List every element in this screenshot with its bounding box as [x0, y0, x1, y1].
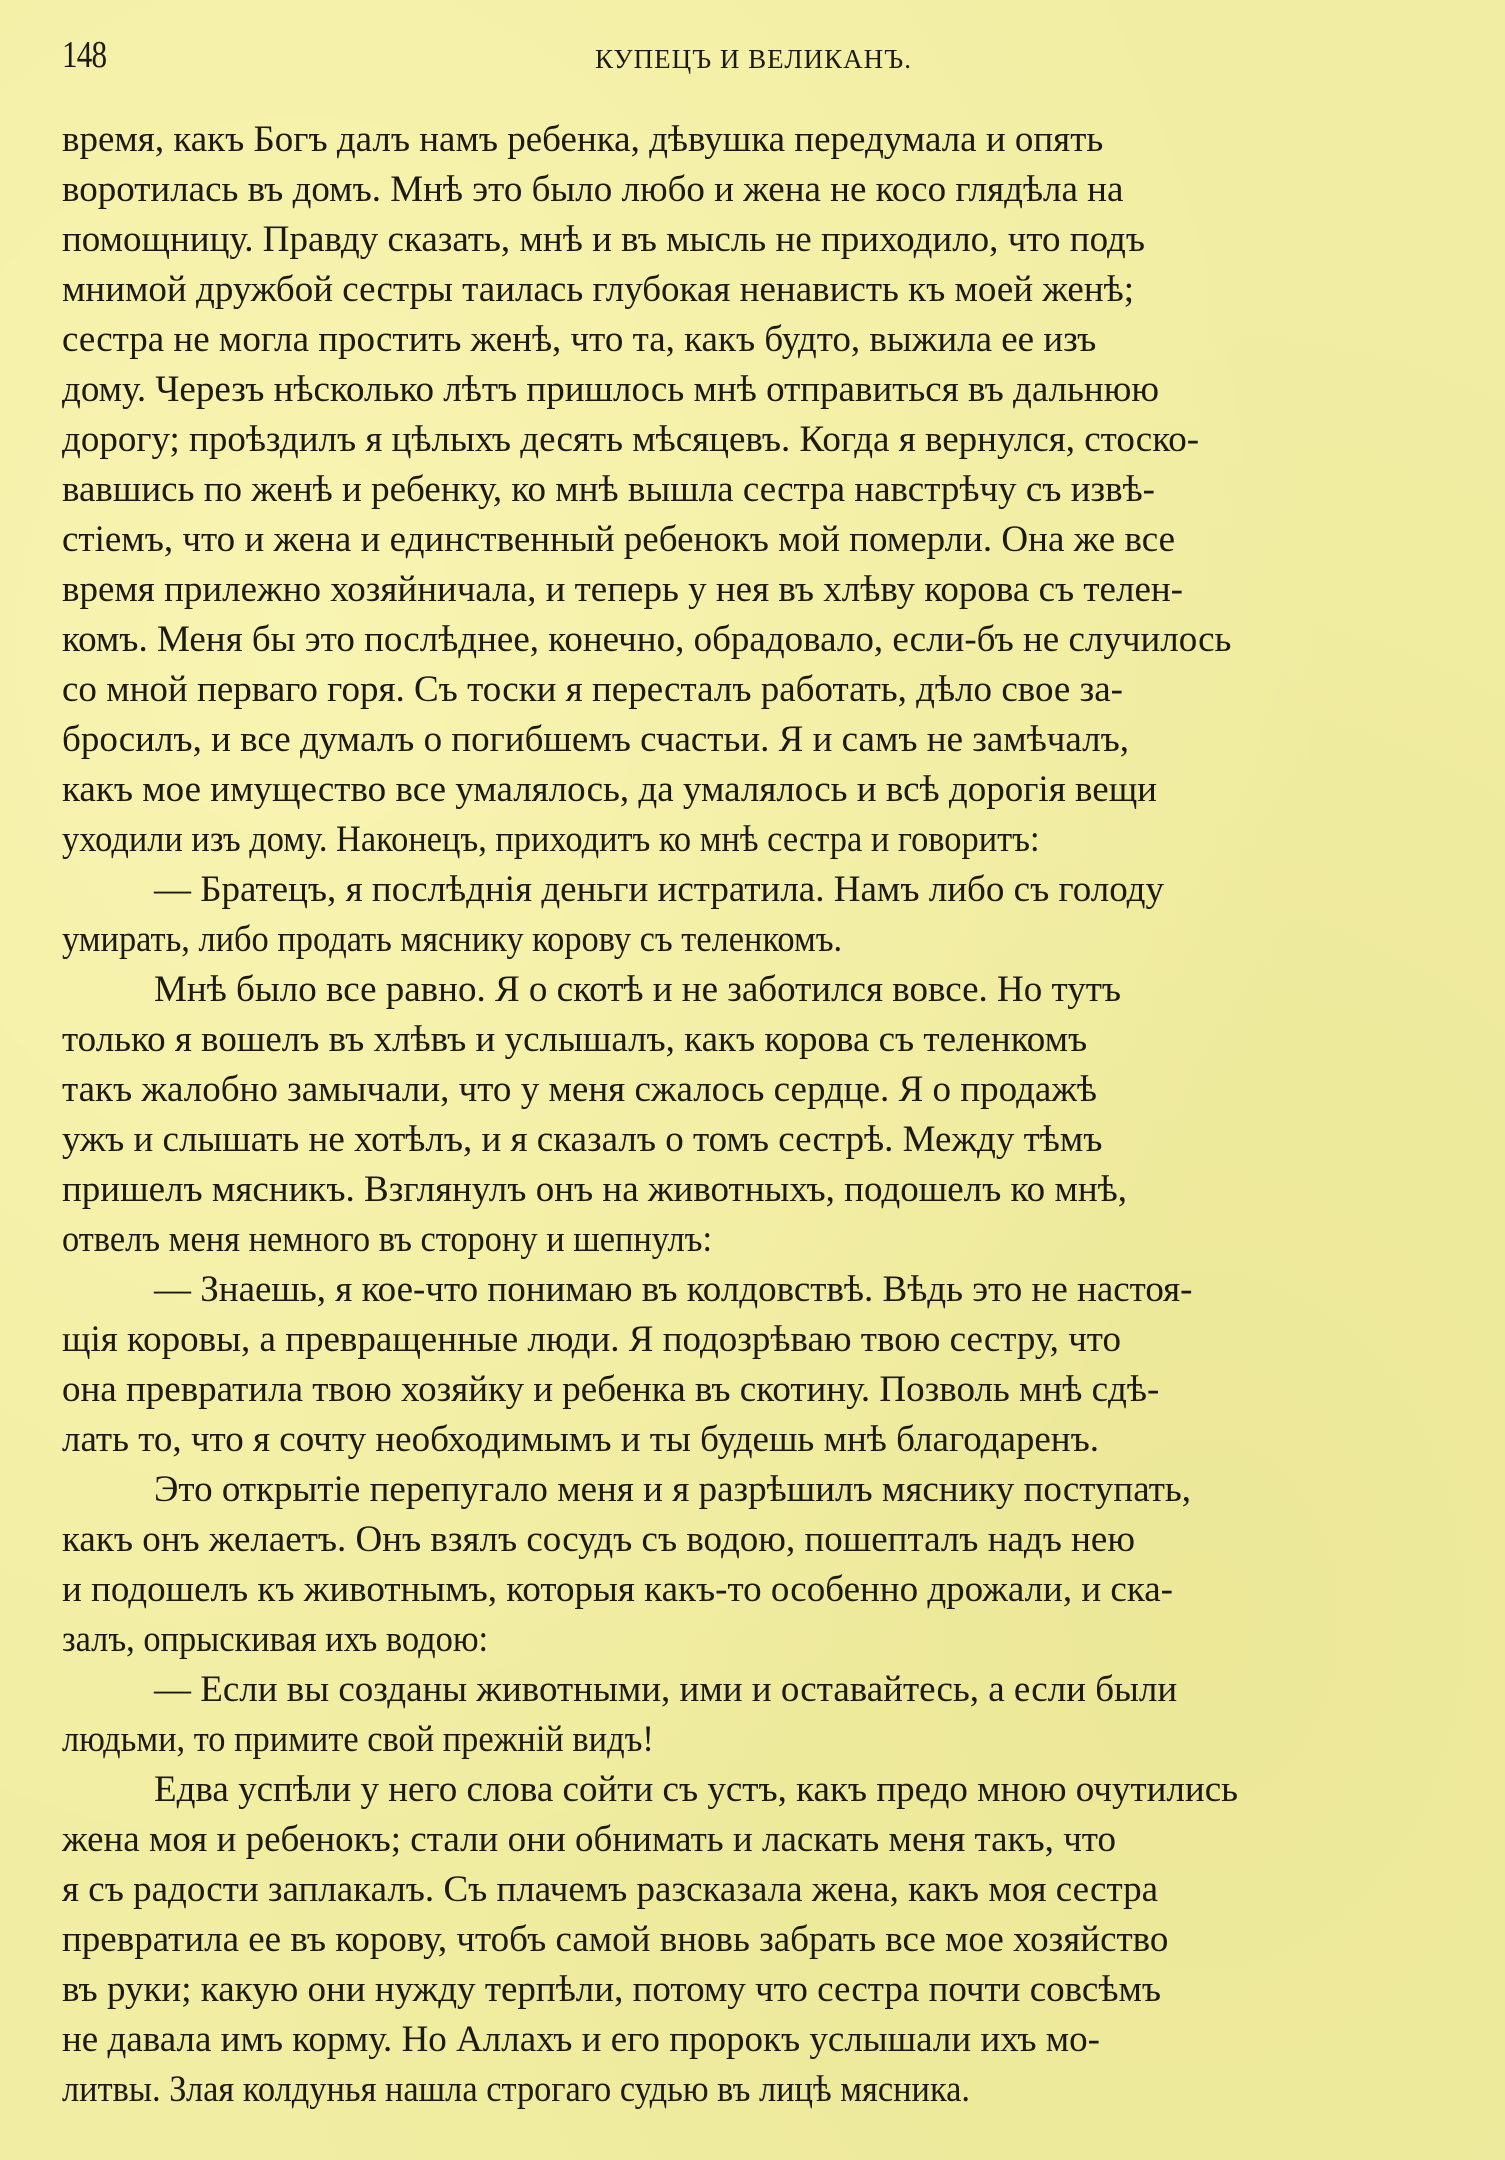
- text-line: превратила ее въ корову, чтобъ самой вновь забрать все мое хозяйство: [62, 1919, 1169, 1960]
- text-line: въ руки; какую они нужду терпѣли, потому что сестра почти совсѣмъ: [62, 1969, 1161, 2010]
- text-line: щія коровы, а превращенные люди. Я подозрѣваю твою сестру, что: [62, 1319, 1121, 1360]
- running-title: КУПЕЦЪ И ВЕЛИКАНЪ.: [595, 44, 912, 74]
- text-line: мнимой дружбой сестры таилась глубокая ненависть къ моей женѣ;: [62, 269, 1134, 310]
- text-line: время, какъ Богъ далъ намъ ребенка, дѣвушка передумала и опять: [62, 119, 1104, 160]
- text-line: Это открытіе перепугало меня и я разрѣшилъ мяснику поступать,: [154, 1469, 1191, 1510]
- text-line: какъ мое имущество все умалялось, да умалялось и всѣ дорогія вещи: [62, 769, 1157, 810]
- text-line: она превратила твою хозяйку и ребенка въ скотину. Позволь мнѣ сдѣ-: [62, 1369, 1160, 1410]
- text-line: умирать, либо продать мяснику корову съ теленкомъ.: [62, 919, 843, 960]
- body-text: [62, 115, 1445, 2115]
- text-line: я съ радости заплакалъ. Съ плачемъ разсказала жена, какъ моя сестра: [62, 1869, 1158, 1910]
- text-line: такъ жалобно замычали, что у меня сжалось сердце. Я о продажѣ: [62, 1069, 1097, 1110]
- text-line: Едва успѣли у него слова сойти съ устъ, какъ предо мною очутились: [154, 1769, 1238, 1810]
- text-line: и подошелъ къ животнымъ, которыя какъ-то особенно дрожали, и ска-: [62, 1569, 1173, 1610]
- text-line: отвелъ меня немного въ сторону и шепнулъ:: [62, 1219, 713, 1260]
- text-line: уходили изъ дому. Наконецъ, приходитъ ко мнѣ сестра и говоритъ:: [62, 819, 1040, 860]
- text-line: дорогу; проѣздилъ я цѣлыхъ десять мѣсяцевъ. Когда я вернулся, стоско-: [62, 419, 1200, 460]
- text-line: пришелъ мясникъ. Взглянулъ онъ на животныхъ, подошелъ ко мнѣ,: [62, 1169, 1127, 1210]
- text-line: ужъ и слышать не хотѣлъ, и я сказалъ о томъ сестрѣ. Между тѣмъ: [62, 1119, 1103, 1160]
- running-head: [62, 30, 1445, 80]
- text-line: вавшись по женѣ и ребенку, ко мнѣ вышла сестра навстрѣчу съ извѣ-: [62, 469, 1155, 510]
- text-line: какъ онъ желаетъ. Онъ взялъ сосудъ съ водою, пошепталъ надъ нею: [62, 1519, 1135, 1560]
- text-line: лать то, что я сочту необходимымъ и ты будешь мнѣ благодаренъ.: [62, 1419, 1099, 1460]
- text-line: комъ. Меня бы это послѣднее, конечно, обрадовало, если-бъ не случилось: [62, 619, 1232, 660]
- text-line: время прилежно хозяйничала, и теперь у нея въ хлѣву корова съ телен-: [62, 569, 1183, 610]
- text-line: только я вошелъ въ хлѣвъ и услышалъ, какъ корова съ теленкомъ: [62, 1019, 1088, 1060]
- text-line: стіемъ, что и жена и единственный ребенокъ мой померли. Она же все: [62, 519, 1175, 560]
- text-line: — Если вы созданы животными, ими и оставайтесь, а если были: [154, 1669, 1178, 1710]
- text-line: залъ, опрыскивая ихъ водою:: [62, 1619, 489, 1660]
- text-line: людьми, то примите свой прежній видъ!: [62, 1719, 654, 1760]
- text-line: — Братецъ, я послѣднія деньги истратила. Намъ либо съ голоду: [154, 869, 1164, 910]
- text-line: — Знаешь, я кое-что понимаю въ колдовствѣ. Вѣдь это не настоя-: [154, 1269, 1193, 1310]
- text-line: со мной перваго горя. Съ тоски я пересталъ работать, дѣло свое за-: [62, 669, 1123, 710]
- text-line: не давала имъ корму. Но Аллахъ и его пророкъ услышали ихъ мо-: [62, 2019, 1100, 2060]
- text-line: помощницу. Правду сказать, мнѣ и въ мысль не приходило, что подъ: [62, 219, 1145, 260]
- text-line: литвы. Злая колдунья нашла строгаго судью въ лицѣ мясника.: [62, 2069, 971, 2110]
- text-line: воротилась въ домъ. Мнѣ это было любо и жена не косо глядѣла на: [62, 169, 1124, 210]
- text-line: дому. Черезъ нѣсколько лѣтъ пришлось мнѣ отправиться въ дальнюю: [62, 369, 1159, 410]
- text-line: Мнѣ было все равно. Я о скотѣ и не заботился вовсе. Но тутъ: [154, 969, 1121, 1010]
- text-line: жена моя и ребенокъ; стали они обнимать и ласкать меня такъ, что: [62, 1819, 1116, 1860]
- page-number: 148: [62, 34, 107, 76]
- text-line: сестра не могла простить женѣ, что та, какъ будто, выжила ее изъ: [62, 319, 1097, 360]
- text-line: бросилъ, и все думалъ о погибшемъ счастьи. Я и самъ не замѣчалъ,: [62, 719, 1129, 760]
